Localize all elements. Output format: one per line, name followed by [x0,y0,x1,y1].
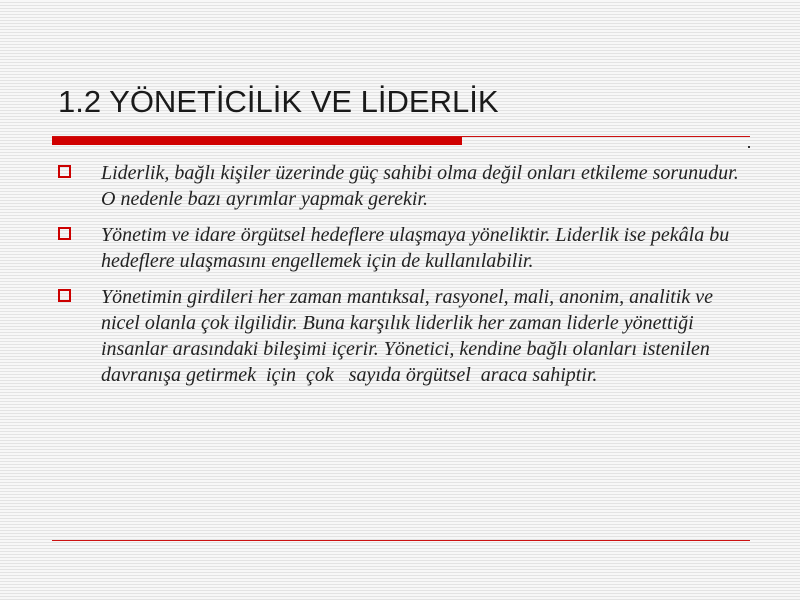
decorative-dot [748,146,750,148]
bullet-item-2 [54,222,754,274]
bullet-text: Yönetim ve idare örgütsel hedeflere ulaşmaya yöneliktir. Liderlik ise pekâla bu hedeflere ulaşmasını engellemek için de kullanılabilir. [101,224,735,272]
bullet-text: Yönetimin girdileri her zaman mantıksal, rasyonel, mali, anonim, analitik ve nicel olanla çok ilgilidir. Buna karşılık liderlik her zaman liderle yönettiği insanlar arasındaki bileşimi içerir. Yönetici, kendine bağlı olanları istenilen davranışa getirmek için çok sayıda örgütsel araca sahiptir. [101,286,718,386]
hollow-square-icon [58,289,71,302]
bullet-text: Liderlik, bağlı kişiler üzerinde güç sahibi olma değil onları etkileme sorunudur. O nedenle bazı ayrımlar yapmak gerekir. [101,162,744,210]
bullet-list [54,160,754,398]
footer-rule [52,540,750,541]
hollow-square-icon [58,165,71,178]
bullet-item-3 [54,284,754,388]
bullet-item-1 [54,160,754,212]
slide-title: 1.2 YÖNETİCİLİK VE LİDERLİK [58,84,499,119]
hollow-square-icon [58,227,71,240]
title-underline-thick [52,137,462,145]
